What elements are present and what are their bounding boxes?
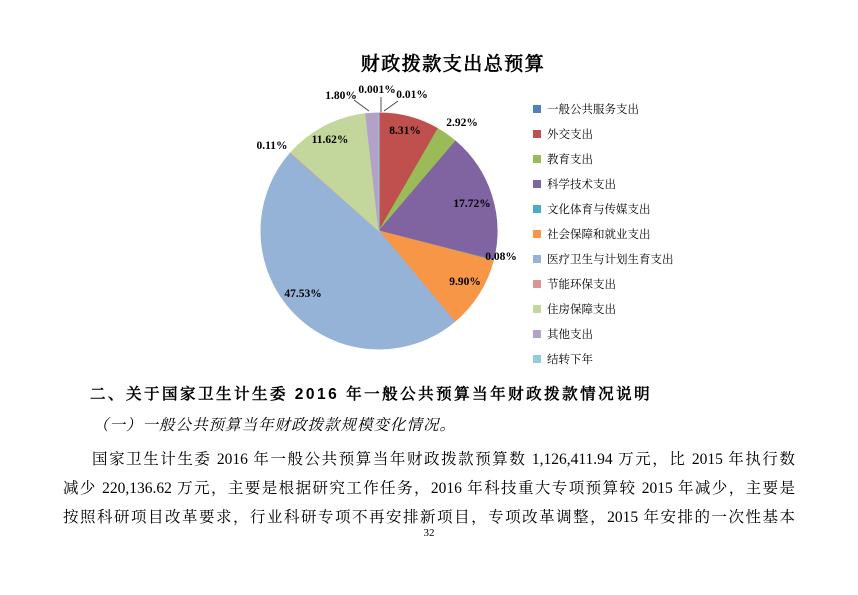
section-heading: 二、关于国家卫生计生委 2016 年一般公共预算当年财政拨款情况说明 [90, 386, 653, 403]
legend-swatch-icon [533, 130, 541, 138]
legend-item [533, 196, 674, 221]
paragraph-line-2: 减少 220,136.62 万元，主要是根据研究工作任务，2016 年科技重大专项预算较 2015 年减少，主要是 [63, 479, 795, 497]
page-number: 32 [423, 527, 435, 539]
legend-swatch-icon [533, 330, 541, 338]
pie-slice-label: 11.62% [311, 134, 349, 146]
pie-slice-label: 0.08% [485, 251, 517, 263]
legend-item [533, 146, 674, 171]
legend-item [533, 221, 674, 246]
pie-slice-label: 1.80% [325, 90, 357, 102]
body-paragraph [63, 446, 795, 532]
legend-swatch-icon [533, 155, 541, 163]
pie-slice-label: 9.90% [449, 276, 481, 288]
legend-label: 节能环保支出 [547, 278, 616, 291]
legend-swatch-icon [533, 230, 541, 238]
legend-label: 一般公共服务支出 [547, 103, 639, 116]
pie-slice-label: 0.001% [358, 84, 396, 96]
legend-label: 结转下年 [547, 353, 593, 366]
label-leader-line [384, 101, 398, 111]
section-subheading: （一）一般公共预算当年财政拨款规模变化情况。 [93, 417, 457, 434]
legend-item [533, 296, 674, 321]
pie-slice-label: 0.01% [396, 89, 428, 101]
legend-item [533, 271, 674, 296]
legend-swatch-icon [533, 105, 541, 113]
legend-item [533, 96, 674, 121]
legend-label: 教育支出 [547, 153, 593, 166]
legend-label: 住房保障支出 [547, 303, 616, 316]
paragraph-line-3: 按照科研项目改革要求，行业科研专项不再安排新项目，专项改革调整，2015 年安排的一次性基本 [63, 508, 795, 526]
legend-label: 外交支出 [547, 128, 593, 141]
legend-swatch-icon [533, 255, 541, 263]
chart-title: 财政拨款支出总预算 [360, 54, 546, 75]
legend-swatch-icon [533, 305, 541, 313]
legend-item [533, 321, 674, 346]
legend-label: 其他支出 [547, 328, 593, 341]
legend-swatch-icon [533, 280, 541, 288]
legend-item [533, 246, 674, 271]
pie-slice-label: 2.92% [446, 117, 478, 129]
pie-chart [230, 80, 540, 372]
pie-slice-label: 8.31% [389, 125, 421, 137]
legend-label: 医疗卫生与计划生育支出 [547, 253, 674, 266]
pie-slice-label: 47.53% [284, 288, 322, 300]
legend-swatch-icon [533, 355, 541, 363]
legend-item [533, 171, 674, 196]
paragraph-line-1: 国家卫生计生委 2016 年一般公共预算当年财政拨款预算数 1,126,411.94 万元，比 2015 年执行数 [92, 451, 795, 468]
legend-label: 科学技术支出 [547, 178, 616, 191]
pie-slice-label: 0.11% [256, 140, 288, 152]
legend-swatch-icon [533, 180, 541, 188]
chart-legend [533, 96, 674, 371]
legend-label: 文化体育与传媒支出 [547, 203, 651, 216]
legend-item [533, 121, 674, 146]
legend-item [533, 346, 674, 371]
legend-label: 社会保障和就业支出 [547, 228, 651, 241]
pie-slice-label: 17.72% [453, 198, 491, 210]
legend-swatch-icon [533, 205, 541, 213]
